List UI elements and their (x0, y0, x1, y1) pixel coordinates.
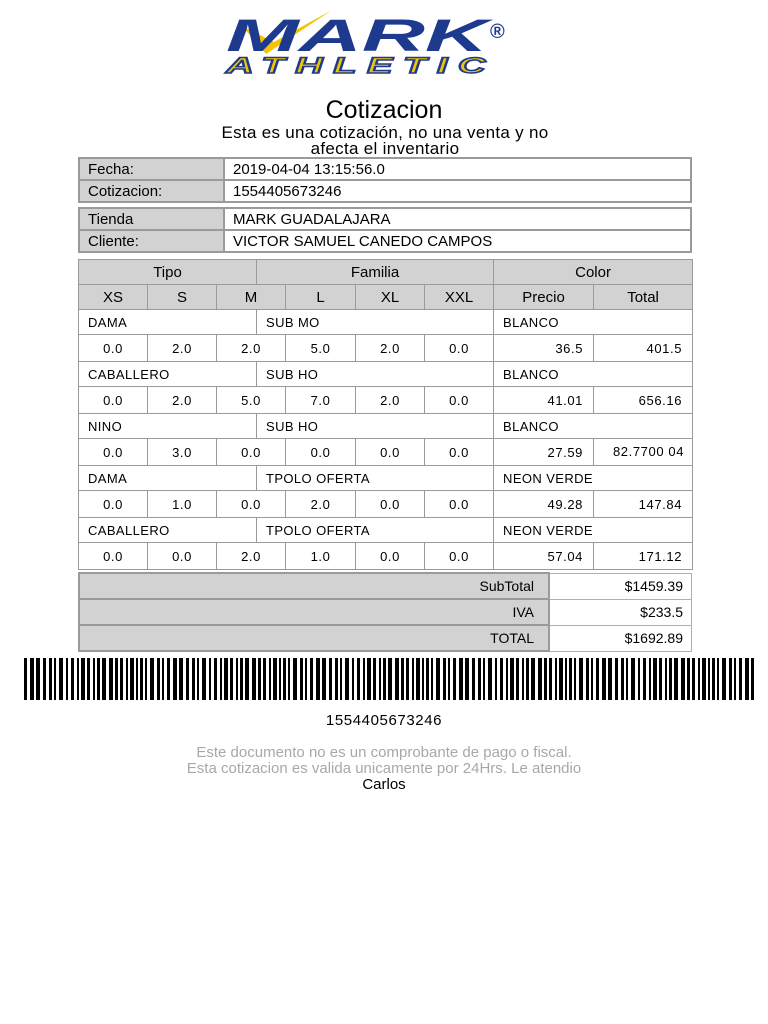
barcode-bar (495, 658, 497, 700)
subtotal-label: SubTotal (79, 573, 549, 599)
total-label: TOTAL (79, 625, 549, 651)
barcode-bar (283, 658, 286, 700)
qty-m: 0.0 (217, 491, 286, 518)
barcode-bar (631, 658, 635, 700)
logo-registered-mark: ® (490, 21, 505, 43)
barcode-bar (363, 658, 365, 700)
subtotal-value: $1459.39 (549, 573, 692, 599)
customer-label: Cliente: (79, 230, 224, 252)
barcode-bar (569, 658, 572, 700)
barcode-bar (316, 658, 320, 700)
barcode-bar (653, 658, 657, 700)
date-value: 2019-04-04 13:15:56.0 (224, 158, 691, 180)
barcode-bar (526, 658, 529, 700)
barcode-bar (230, 658, 233, 700)
item-price: 41.01 (494, 387, 594, 414)
barcode-bar (586, 658, 589, 700)
qty-s: 1.0 (148, 491, 217, 518)
barcode-bar (708, 658, 710, 700)
qty-xs: 0.0 (79, 543, 148, 570)
qty-l: 0.0 (286, 439, 356, 466)
barcode-bar (352, 658, 354, 700)
barcode-bar (59, 658, 63, 700)
barcode-bar (531, 658, 535, 700)
barcode-bar (681, 658, 685, 700)
barcode-bar (615, 658, 618, 700)
barcode-bar (465, 658, 469, 700)
qty-s: 0.0 (148, 543, 217, 570)
qty-xxl: 0.0 (425, 387, 494, 414)
barcode-bar (322, 658, 326, 700)
qty-xxl: 0.0 (425, 335, 494, 362)
barcode-bar (49, 658, 52, 700)
barcode-bar (93, 658, 95, 700)
disclaimer-line-2: afecta el inventario (310, 139, 460, 158)
qty-xs: 0.0 (79, 439, 148, 466)
barcode-bar (591, 658, 593, 700)
item-total: 401.5 (594, 335, 693, 362)
col-xs: XS (79, 285, 148, 310)
barcode-bar (300, 658, 303, 700)
store-label: Tienda (79, 208, 224, 230)
barcode-bar (162, 658, 164, 700)
item-quantity-row (79, 387, 693, 414)
quote-number-label: Cotizacion: (79, 180, 224, 202)
barcode-bar (649, 658, 651, 700)
item-tipo: NINO (79, 414, 257, 439)
barcode-bar (87, 658, 90, 700)
qty-xs: 0.0 (79, 491, 148, 518)
barcode-bar (516, 658, 519, 700)
item-price: 36.5 (494, 335, 594, 362)
barcode-bar (448, 658, 450, 700)
barcode-bar (81, 658, 85, 700)
barcode-bar (739, 658, 742, 700)
qty-xxl: 0.0 (425, 439, 494, 466)
barcode-bar (150, 658, 154, 700)
item-tipo: DAMA (79, 310, 257, 335)
qty-s: 2.0 (148, 335, 217, 362)
item-familia: TPOLO OFERTA (257, 518, 494, 543)
barcode-bar (130, 658, 134, 700)
iva-row (79, 599, 692, 625)
customer-value: VICTOR SAMUEL CANEDO CAMPOS (224, 230, 691, 252)
col-l: L (286, 285, 356, 310)
barcode-bar (269, 658, 271, 700)
qty-xxl: 0.0 (425, 543, 494, 570)
barcode-bar (36, 658, 40, 700)
barcode (24, 658, 754, 700)
barcode-bar (596, 658, 599, 700)
barcode-bar (443, 658, 446, 700)
barcode-bar (214, 658, 217, 700)
barcode-bar (453, 658, 456, 700)
disclaimer-line-1: Esta es una cotización, no una venta y no (221, 123, 549, 142)
barcode-bar (431, 658, 433, 700)
qty-s: 3.0 (148, 439, 217, 466)
barcode-bar (240, 658, 243, 700)
barcode-bar (109, 658, 113, 700)
barcode-bar (659, 658, 662, 700)
item-group-row (79, 362, 693, 387)
barcode-bar (120, 658, 123, 700)
item-group-row (79, 414, 693, 439)
barcode-bar (245, 658, 249, 700)
item-quantity-row (79, 335, 693, 362)
barcode-bar (574, 658, 576, 700)
qty-m: 0.0 (217, 439, 286, 466)
barcode-number: 1554405673246 (325, 712, 443, 729)
item-familia: SUB HO (257, 362, 494, 387)
barcode-bar (422, 658, 424, 700)
total-row (79, 625, 692, 651)
col-xl: XL (356, 285, 425, 310)
page-title: Cotizacion (325, 96, 443, 124)
barcode-bar (209, 658, 211, 700)
barcode-bar (565, 658, 567, 700)
barcode-bar (136, 658, 138, 700)
quote-disclaimer (100, 125, 670, 157)
item-color: NEON VERDE (494, 518, 693, 543)
item-total: 656.16 (594, 387, 693, 414)
barcode-bar (722, 658, 726, 700)
barcode-bar (30, 658, 34, 700)
barcode-bar (602, 658, 606, 700)
barcode-bar (179, 658, 183, 700)
barcode-bar (340, 658, 342, 700)
barcode-bar (698, 658, 700, 700)
barcode-bar (472, 658, 475, 700)
barcode-bar (97, 658, 100, 700)
barcode-bar (140, 658, 143, 700)
barcode-bar (538, 658, 542, 700)
barcode-bar (43, 658, 46, 700)
footer-line-1: Este documento no es un comprobante de pago o fiscal. (196, 744, 572, 761)
barcode-bar (555, 658, 557, 700)
qty-m: 2.0 (217, 543, 286, 570)
attendant-name: Carlos (362, 776, 406, 793)
barcode-bar (145, 658, 147, 700)
barcode-bar (66, 658, 68, 700)
barcode-bar (643, 658, 646, 700)
barcode-bar (734, 658, 736, 700)
qty-l: 5.0 (286, 335, 356, 362)
items-header-row-2 (79, 285, 693, 310)
barcode-bar (626, 658, 628, 700)
qty-xxl: 0.0 (425, 491, 494, 518)
barcode-bar (702, 658, 706, 700)
barcode-bar (426, 658, 429, 700)
item-color: BLANCO (494, 362, 693, 387)
item-group-row (79, 518, 693, 543)
item-group-row (79, 310, 693, 335)
item-total: 147.84 (594, 491, 693, 518)
barcode-bar (412, 658, 414, 700)
footer-notice (0, 745, 768, 793)
logo-sub-text: ATHLETIC (224, 53, 496, 76)
barcode-bar (395, 658, 399, 700)
col-tipo: Tipo (79, 260, 257, 285)
barcode-bar (579, 658, 583, 700)
qty-l: 1.0 (286, 543, 356, 570)
barcode-bar (692, 658, 695, 700)
quote-number-value: 1554405673246 (224, 180, 691, 202)
qty-m: 2.0 (217, 335, 286, 362)
barcode-bar (173, 658, 177, 700)
barcode-bar (401, 658, 404, 700)
barcode-bar (202, 658, 206, 700)
iva-label: IVA (79, 599, 549, 625)
item-color: BLANCO (494, 310, 693, 335)
item-price: 27.59 (494, 439, 594, 466)
barcode-bar (674, 658, 678, 700)
barcode-bar (687, 658, 690, 700)
qty-xl: 2.0 (356, 335, 425, 362)
barcode-bar (279, 658, 281, 700)
subtotal-row (79, 573, 692, 599)
qty-xs: 0.0 (79, 335, 148, 362)
barcode-bar (77, 658, 79, 700)
barcode-bar (506, 658, 508, 700)
barcode-bar (236, 658, 238, 700)
item-tipo: CABALLERO (79, 362, 257, 387)
col-m: M (217, 285, 286, 310)
barcode-bar (383, 658, 386, 700)
barcode-bar (669, 658, 672, 700)
barcode-bar (379, 658, 381, 700)
barcode-bar (258, 658, 261, 700)
col-total: Total (594, 285, 693, 310)
logo-main-text: MARK (226, 10, 495, 61)
col-familia: Familia (257, 260, 494, 285)
store-row (79, 208, 691, 230)
barcode-bar (357, 658, 360, 700)
barcode-bar (522, 658, 524, 700)
barcode-bar (263, 658, 266, 700)
barcode-bar (224, 658, 228, 700)
barcode-bar (71, 658, 74, 700)
qty-m: 5.0 (217, 387, 286, 414)
barcode-bar (335, 658, 338, 700)
barcode-bar (621, 658, 624, 700)
barcode-bar (345, 658, 349, 700)
barcode-bar (367, 658, 371, 700)
barcode-bar (751, 658, 754, 700)
qty-l: 2.0 (286, 491, 356, 518)
barcode-bar (329, 658, 332, 700)
barcode-bar (483, 658, 485, 700)
barcode-bar (608, 658, 612, 700)
barcode-bar (510, 658, 514, 700)
barcode-bar (406, 658, 409, 700)
item-price: 49.28 (494, 491, 594, 518)
item-color: NEON VERDE (494, 466, 693, 491)
barcode-bar (729, 658, 732, 700)
item-price: 57.04 (494, 543, 594, 570)
barcode-bar (252, 658, 256, 700)
qty-xl: 0.0 (356, 439, 425, 466)
barcode-bar (416, 658, 420, 700)
customer-row (79, 230, 691, 252)
barcode-bar (192, 658, 195, 700)
item-quantity-row (79, 439, 693, 466)
barcode-bar (459, 658, 463, 700)
items-table (78, 259, 693, 570)
qty-xl: 0.0 (356, 543, 425, 570)
store-value: MARK GUADALAJARA (224, 208, 691, 230)
item-quantity-row (79, 491, 693, 518)
iva-value: $233.5 (549, 599, 692, 625)
date-row (79, 158, 691, 180)
barcode-bar (745, 658, 749, 700)
footer-line-2: Esta cotizacion es valida unicamente por 24Hrs. Le atendio (186, 760, 582, 777)
barcode-bar (126, 658, 128, 700)
item-color: BLANCO (494, 414, 693, 439)
item-familia: SUB HO (257, 414, 494, 439)
barcode-bar (544, 658, 547, 700)
store-customer-table (78, 207, 692, 253)
date-label: Fecha: (79, 158, 224, 180)
total-value: $1692.89 (549, 625, 692, 651)
col-xxl: XXL (425, 285, 494, 310)
qty-l: 7.0 (286, 387, 356, 414)
barcode-bar (478, 658, 481, 700)
barcode-bar (488, 658, 492, 700)
qty-xs: 0.0 (79, 387, 148, 414)
barcode-bar (712, 658, 715, 700)
barcode-bar (305, 658, 307, 700)
col-color: Color (494, 260, 693, 285)
barcode-bar (220, 658, 222, 700)
item-group-row (79, 466, 693, 491)
qty-s: 2.0 (148, 387, 217, 414)
barcode-bar (197, 658, 199, 700)
barcode-bar (102, 658, 106, 700)
barcode-bar (167, 658, 170, 700)
item-total: 82.7700 04 (594, 439, 693, 466)
col-precio: Precio (494, 285, 594, 310)
barcode-bar (717, 658, 719, 700)
barcode-bar (273, 658, 277, 700)
barcode-bar (288, 658, 290, 700)
item-familia: TPOLO OFERTA (257, 466, 494, 491)
barcode-bar (638, 658, 640, 700)
barcode-bar (500, 658, 503, 700)
barcode-bar (559, 658, 563, 700)
barcode-bar (388, 658, 392, 700)
item-total: 171.12 (594, 543, 693, 570)
qty-xl: 2.0 (356, 387, 425, 414)
barcode-bar (24, 658, 27, 700)
barcode-bar (157, 658, 160, 700)
item-tipo: CABALLERO (79, 518, 257, 543)
barcode-bar (186, 658, 189, 700)
quote-number-row (79, 180, 691, 202)
qty-xl: 0.0 (356, 491, 425, 518)
item-quantity-row (79, 543, 693, 570)
barcode-bar (436, 658, 440, 700)
item-familia: SUB MO (257, 310, 494, 335)
barcode-bar (293, 658, 297, 700)
barcode-bar (310, 658, 313, 700)
item-tipo: DAMA (79, 466, 257, 491)
col-s: S (148, 285, 217, 310)
barcode-bar (54, 658, 56, 700)
barcode-bar (115, 658, 118, 700)
quote-info-table (78, 157, 692, 203)
mark-athletic-logo (220, 8, 540, 76)
barcode-bar (665, 658, 667, 700)
items-header-row-1 (79, 260, 693, 285)
barcode-bar (549, 658, 552, 700)
totals-table (78, 572, 692, 652)
barcode-bar (373, 658, 376, 700)
